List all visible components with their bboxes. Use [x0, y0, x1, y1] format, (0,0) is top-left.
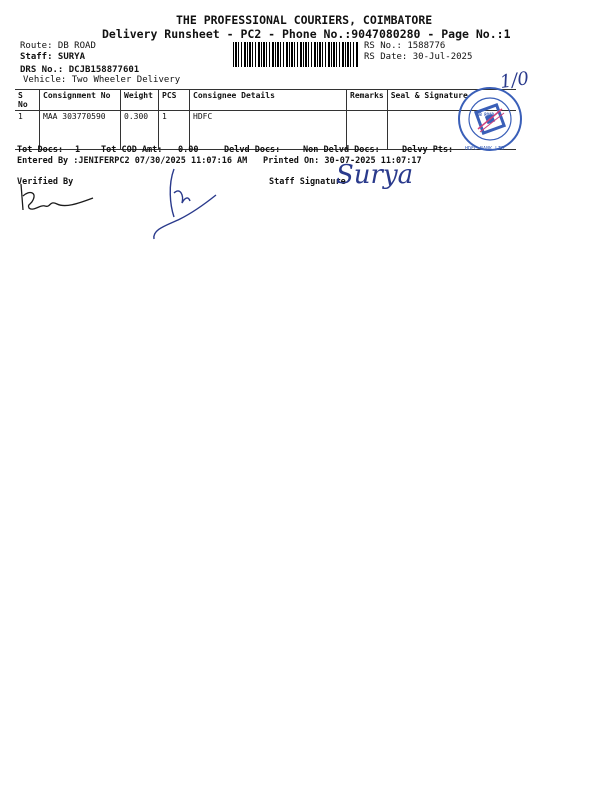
- cell-consignment: MAA 303770590: [40, 111, 121, 150]
- rs-number: RS No.: 1588776: [364, 41, 446, 51]
- verifier-signature-icon: [15, 180, 100, 215]
- vehicle-label: Vehicle: Two Wheeler Delivery: [23, 75, 181, 85]
- col-remarks: Remarks: [347, 90, 388, 111]
- delvy-pts-label: Delvy Pts:: [402, 145, 454, 155]
- table-row: [15, 111, 516, 150]
- col-weight: Weight: [121, 90, 159, 111]
- company-title: THE PROFESSIONAL COURIERS, COIMBATORE: [176, 13, 433, 27]
- tot-cod-label: Tot COD Amt:: [101, 145, 163, 155]
- route-label: Route: DB ROAD: [20, 41, 96, 51]
- cell-weight: 0.300: [121, 111, 159, 150]
- staff-signature-text: Surya: [336, 160, 414, 190]
- staff-signature-label: Staff Signature: [269, 177, 346, 187]
- entered-by: Entered By :JENIFERPC2 07/30/2025 11:07:16 AM: [17, 156, 248, 166]
- stamp-text: HDFC BANK LTD: [465, 146, 505, 152]
- col-consignment: Consignment No: [40, 90, 121, 111]
- col-pcs: PCS: [159, 90, 190, 111]
- tot-cod-value: 0.00: [178, 145, 199, 155]
- col-seal: Seal & Signature: [387, 90, 516, 111]
- verified-by-label: Verified By: [17, 177, 74, 187]
- tot-docs-label: Tot Docs:: [17, 145, 64, 155]
- cell-remarks: [347, 111, 388, 150]
- staff-label: Staff: SURYA: [20, 52, 86, 62]
- printed-on: Printed On: 30-07-2025 11:07:17: [263, 156, 422, 166]
- runsheet-subtitle: Delivery Runsheet - PC2 - Phone No.:9047080280 - Page No.:1: [102, 27, 511, 41]
- consignee-signature-icon: [150, 165, 220, 240]
- cell-pcs: 1: [159, 111, 190, 150]
- table-header-row: [15, 90, 516, 111]
- non-delvd-docs-label: Non Delvd Docs:: [303, 145, 380, 155]
- drs-number: DRS No.: DCJB158877601: [20, 65, 140, 75]
- cell-consignee: HDFC: [190, 111, 347, 150]
- handwritten-note: 1/0: [498, 68, 531, 93]
- stamp-inner-text: DB ROAD: [477, 112, 494, 117]
- tot-docs-value: 1: [75, 145, 81, 155]
- col-sno: S No: [18, 91, 28, 109]
- barcode: [233, 42, 359, 67]
- delvd-docs-label: Delvd Docs:: [224, 145, 281, 155]
- consignment-table: [15, 89, 516, 150]
- col-consignee: Consignee Details: [190, 90, 347, 111]
- rs-date: RS Date: 30-Jul-2025: [364, 52, 473, 62]
- cell-sno: 1: [18, 112, 23, 121]
- bank-stamp-icon: [456, 85, 524, 153]
